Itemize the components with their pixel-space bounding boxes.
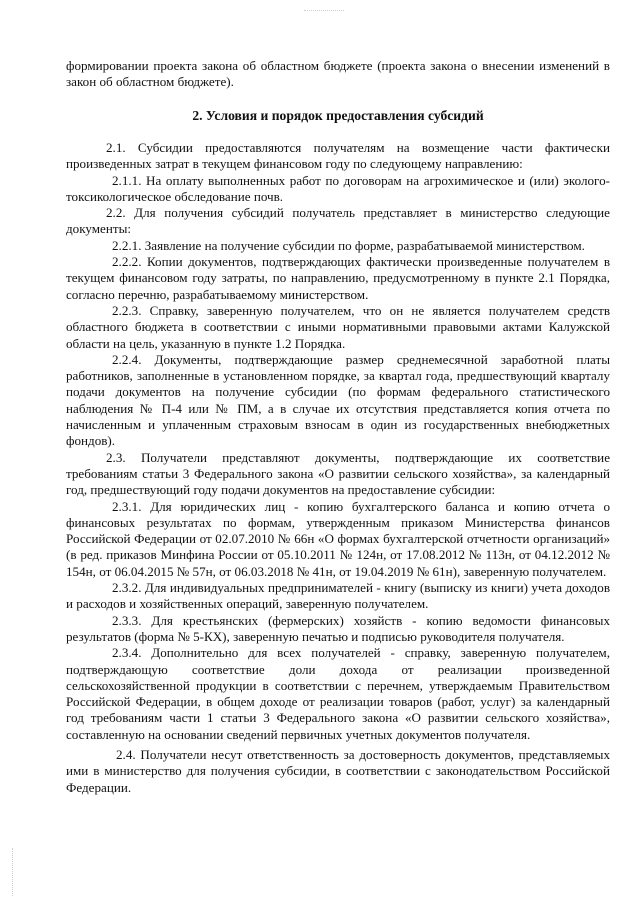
paragraph-2-3: 2.3. Получатели представляют документы, подтверждающие их соответствие требованиям статьи 3 Федерального закона «О развитии сельского хозяйства», за календарный год, предшествующий году подачи документов на предоставление субсидии: (66, 449, 610, 498)
intro-paragraph: формировании проекта закона об областном бюджете (проекта закона о внесении изменений в закон об областном бюджете). (66, 58, 610, 90)
paragraph-2-3-1: 2.3.1. Для юридических лиц - копию бухгалтерского баланса и копию отчета о финансовых результатах по формам, утвержденным приказом Министерства финансов Российской Федерации от 02.07.2010 № 66н «О формах бухгалтерской отчетности организаций» (в ред. приказов Минфина России от 05.10.2011 № 124н, от 17.08.2012 № 113н, от 04.12.2012 № 154н, от 06.04.2015 № 57н, от 06.03.2018 № 41н, от 19.04.2019 № 61н), заверенную получателем. (66, 498, 610, 579)
paragraph-2-2-3: 2.2.3. Справку, заверенную получателем, что он не является получателем средств областного бюджета в соответствии с иными нормативными правовыми актами Калужской области на цель, указанную в пункте 1.2 Порядка. (66, 302, 610, 351)
section-body (66, 140, 610, 796)
paragraph-2-3-3: 2.3.3. Для крестьянских (фермерских) хозяйств - копию ведомости финансовых результатов (форма № 5-КХ), заверенную печатью и подписью руководителя получателя. (66, 612, 610, 644)
paragraph-2-2-4: 2.2.4. Документы, подтверждающие размер среднемесячной заработной платы работников, заполненные в установленном порядке, за квартал года, предшествующий кварталу подачи документов на получение субсидии (по формам федерального статистического наблюдения № П-4 или № ПМ, а в случае их отсутствия представляется копия отчета по начисленным и уплаченным страховым взносам в один из государственных внебюджетных фондов). (66, 351, 610, 449)
section-heading: 2. Условия и порядок предоставления субсидий (192, 108, 484, 123)
paragraph-2-1-1: 2.1.1. На оплату выполненных работ по договорам на агрохимическое и (или) эколого-токсикологическое обследование почв. (66, 172, 610, 204)
paragraph-2-2-1: 2.2.1. Заявление на получение субсидии по форме, разрабатываемой министерством. (112, 237, 585, 253)
paragraph-2-1: 2.1. Субсидии предоставляются получателям на возмещение части фактически произведенных затрат в текущем финансовом году по следующему направлению: (66, 140, 610, 172)
paragraph-2-3-2: 2.3.2. Для индивидуальных предпринимателей - книгу (выписку из книги) учета доходов и расходов и хозяйственных операций, заверенную получателем. (66, 580, 610, 612)
scan-artifact-top (304, 10, 344, 13)
paragraph-2-2: 2.2. Для получения субсидий получатель представляет в министерство следующие документы: (66, 205, 610, 237)
paragraph-2-3-4: 2.3.4. Дополнительно для всех получателей - справку, заверенную получателем, подтверждающую соответствие доли дохода от реализации произведенной сельскохозяйственной продукции в соответствии с перечнем, утверждаемым Правительством Российской Федерации, в общем доходе от реализации товаров (работ, услуг) за календарный год требованиям части 1 статьи 3 Федерального закона «О развитии сельского хозяйства», составленную на основании сведений первичных учетных документов получателя. (66, 645, 610, 742)
paragraph-2-2-2: 2.2.2. Копии документов, подтверждающих фактически произведенные получателем в текущем финансовом году затраты, по направлению, предусмотренному в пункте 2.1 Порядка, согласно перечню, разрабатываемому министерством. (66, 254, 610, 302)
scan-artifact-side (12, 848, 15, 896)
paragraph-2-4: 2.4. Получатели несут ответственность за достоверность документов, представляемых ими в министерство для получения субсидии, в соответствии с законодательством Российской Федерации. (66, 746, 610, 795)
